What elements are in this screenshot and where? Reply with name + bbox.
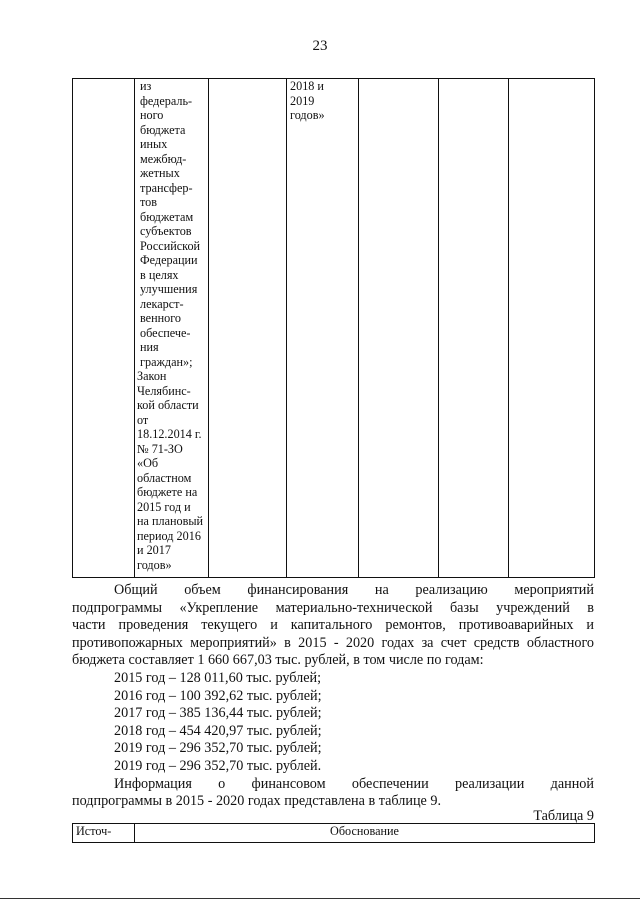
table-cell-empty — [439, 79, 509, 578]
law-split-line — [137, 442, 208, 457]
list-item: 2015 год – 128 011,60 тыс. рублей; — [114, 669, 322, 686]
text-line: иных — [140, 137, 168, 151]
text-line: межбюд- — [140, 151, 187, 166]
text-line: годов» — [290, 108, 325, 122]
text-line: субъектов — [140, 224, 192, 238]
text-line: Челябинс- — [137, 383, 191, 398]
table-cell-years — [287, 79, 359, 578]
text-word: целях — [148, 267, 179, 282]
text-line: Федерации — [140, 253, 198, 267]
table-header-row — [73, 824, 595, 843]
table-row — [73, 79, 595, 578]
table-cell-empty — [359, 79, 439, 578]
year-list — [72, 670, 594, 776]
text-line: улучшения — [140, 282, 198, 296]
list-item: 2016 год – 100 392,62 тыс. рублей; — [114, 687, 322, 704]
financing-text — [72, 582, 594, 811]
table-caption: Таблица 9 — [533, 808, 594, 824]
list-item: 2019 год – 296 352,70 тыс. рублей. — [114, 757, 322, 774]
text-line: противопожарных мероприятий» в 2015 - 2020 годах за счет средств областного — [72, 634, 594, 651]
legal-basis-text — [135, 79, 208, 268]
text-word: и — [137, 543, 144, 557]
text-line: 18.12.2014 г. — [137, 427, 202, 441]
paragraph-information — [72, 776, 594, 811]
text-line: годов» — [137, 557, 172, 572]
table-cell-legal-basis — [135, 79, 209, 578]
text-word: 2017 — [146, 543, 171, 557]
text-word: бюджете — [137, 485, 183, 499]
legal-basis-split-line — [140, 268, 208, 283]
law-split-line — [137, 500, 208, 515]
text-line: бюджетам — [140, 209, 194, 224]
law-split-line — [137, 543, 208, 558]
text-word: в — [140, 267, 146, 282]
text-line: 2019 — [290, 93, 315, 108]
text-line: от — [137, 412, 149, 427]
text-line: областном — [137, 470, 192, 485]
page-edge-line — [0, 898, 640, 899]
text-line: бюджета — [140, 122, 186, 137]
page-number: 23 — [312, 38, 328, 54]
table-cell-empty — [209, 79, 287, 578]
legal-basis-text — [135, 282, 208, 369]
text-word: 2018 — [290, 79, 315, 93]
table-cell-empty — [73, 79, 135, 578]
text-line: период 2016 — [137, 528, 201, 543]
table-header-basis: Обоснование — [135, 824, 595, 843]
list-item: 2018 год – 454 420,97 тыс. рублей; — [114, 722, 322, 739]
law-reference-text — [135, 456, 208, 485]
law-reference-text — [135, 369, 208, 442]
law-split-line — [137, 485, 208, 500]
text-line: Закон — [137, 369, 167, 383]
text-line: федераль- — [140, 93, 193, 108]
text-line: венного — [140, 311, 182, 325]
continuation-table — [72, 78, 595, 578]
table-cell-empty — [509, 79, 595, 578]
law-reference-text — [135, 558, 208, 573]
text-line: лекарст- — [140, 296, 184, 311]
text-word: 2015 — [137, 499, 162, 514]
text-word: № — [137, 441, 149, 456]
law-reference-text — [135, 514, 208, 543]
text-line: Общий объем финансирования на реализацию мероприятий — [114, 582, 594, 598]
text-line: подпрограммы в 2015 - 2020 годах представлена в таблице 9. — [72, 793, 442, 810]
table-header-source: Источ- — [73, 824, 135, 843]
text-line: тов — [140, 195, 158, 209]
table-9 — [72, 823, 595, 843]
text-word: 71-ЗО — [151, 441, 183, 456]
text-line: обеспече- — [140, 325, 191, 340]
text-line: граждан»; — [140, 354, 193, 369]
list-item: 2019 год – 296 352,70 тыс. рублей; — [114, 740, 322, 757]
text-line: части проведения текущего и капитального ремонтов, противоаварийных и — [72, 617, 594, 634]
paragraph-financing — [72, 582, 594, 670]
years-split-line — [290, 79, 354, 94]
text-line: Российской — [140, 238, 201, 253]
text-word: на — [185, 485, 198, 499]
text-line: ния — [140, 340, 159, 354]
text-word: и — [317, 79, 324, 93]
text-line: трансфер- — [140, 180, 193, 195]
text-line: подпрограммы «Укрепление материально-технической базы учреждений в — [72, 599, 594, 616]
text-line: бюджета составляет 1 660 667,03 тыс. рублей, в том числе по годам: — [72, 652, 484, 669]
text-word: год и — [164, 499, 191, 514]
text-line: из — [140, 79, 152, 93]
text-line: «Об — [137, 456, 159, 470]
text-line: на плановый — [137, 514, 204, 528]
text-line: жетных — [140, 166, 180, 180]
years-text — [290, 94, 354, 123]
text-line: Информация о финансовом обеспечении реализации данной — [114, 775, 594, 792]
text-line: кой области — [137, 398, 199, 412]
list-item: 2017 год – 385 136,44 тыс. рублей; — [114, 705, 322, 722]
text-line: ного — [140, 108, 164, 122]
